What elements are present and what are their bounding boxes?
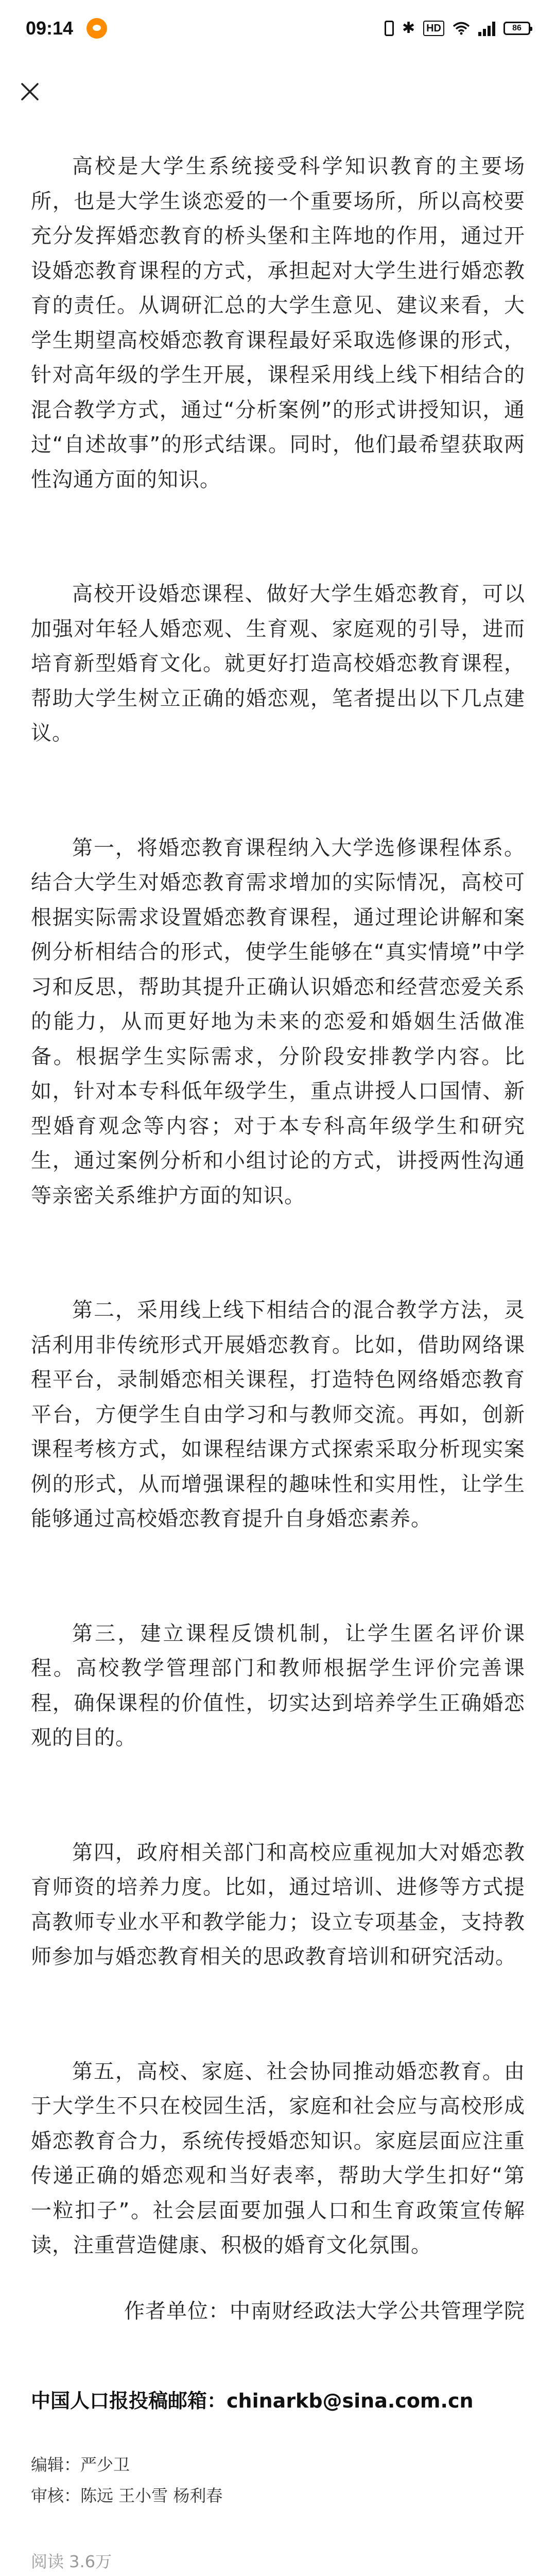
status-bar: [0, 0, 556, 57]
status-right: [385, 21, 530, 36]
battery-icon: [503, 22, 530, 35]
close-icon: [20, 81, 40, 102]
bluetooth-icon: ✱: [402, 20, 415, 37]
status-left: [26, 18, 107, 39]
reviewer-credit: 审核：陈远 王小雪 杨利春: [31, 2486, 223, 2505]
paragraph-2: 高校开设婚恋课程、做好大学生婚恋教育，可以加强对年轻人婚恋观、生育观、家庭观的引导，进而培育新型婚育文化。就更好打造高校婚恋教育课程，帮助大学生树立正确的婚恋观，笔者提出以下几点建议。: [31, 582, 525, 745]
status-time: 09:14: [26, 18, 74, 39]
wifi-icon: [453, 22, 470, 35]
paragraph-1: 高校是大学生系统接受科学知识教育的主要场所，也是大学生谈恋爱的一个重要场所，所以高校要充分发挥婚恋教育的桥头堡和主阵地的作用，通过开设婚恋教育课程的方式，承担起对大学生进行婚恋教育的责任。从调研汇总的大学生意见、建议来看，大学生期望高校婚恋教育课程最好采取选修课的形式，针对高年级的学生开展，课程采用线上线下相结合的混合教学方式，通过“分析案例”的形式讲授知识，通过“自述故事”的形式结课。同时，他们最希望获取两性沟通方面的知识。: [31, 155, 525, 492]
battery-level: 86: [512, 24, 522, 32]
read-count: 阅读 3.6万: [31, 2552, 112, 2571]
article-body: [31, 149, 525, 2574]
hd-icon: HD: [423, 21, 444, 36]
weibo-icon: [86, 18, 107, 39]
signal-icon: [478, 21, 495, 36]
editor-credit: 编辑：严少卫: [31, 2455, 130, 2475]
paragraph-3: 第一，将婚恋教育课程纳入大学选修课程体系。结合大学生对婚恋教育需求增加的实际情况，高校可根据实际需求设置婚恋教育课程，通过理论讲解和案例分析相结合的形式，使学生能够在“真实情境”中学习和反思，帮助其提升正确认识婚恋和经营恋爱关系的能力，从而更好地为未来的恋爱和婚姻生活做准备。根据学生实际需求，分阶段安排教学内容。比如，针对本专科低年级学生，重点讲授人口国情、新型婚育观念等内容；对于本专科高年级学生和研究生，通过案例分析和小组讨论的方式，讲授两性沟通等亲密关系维护方面的知识。: [31, 836, 525, 1208]
top-bar: [0, 57, 556, 134]
email-label: 中国人口报投稿邮箱：: [31, 2389, 227, 2412]
author-affiliation: 作者单位：中南财经政法大学公共管理学院: [124, 2299, 525, 2323]
paragraph-6: 第四，政府相关部门和高校应重视加大对婚恋教育师资的培养力度。比如，通过培训、进修等方式提高教师专业水平和教学能力；设立专项基金，支持教师参加与婚恋教育相关的思政教育培训和研究活动。: [31, 1840, 525, 1969]
close-button[interactable]: [14, 76, 45, 107]
paragraph-7: 第五，高校、家庭、社会协同推动婚恋教育。由于大学生不只在校园生活，家庭和社会应与高校形成婚恋教育合力，系统传授婚恋知识。家庭层面应注重传递正确的婚恋观和当好表率，帮助大学生扣好“第一粒扣子”。社会层面要加强人口和生育政策宣传解读，注重营造健康、积极的婚育文化氛围。: [31, 2059, 525, 2257]
paragraph-4: 第二，采用线上线下相结合的混合教学方法，灵活利用非传统形式开展婚恋教育。比如，借助网络课程平台，录制婚恋相关课程，打造特色网络婚恋教育平台，方便学生自由学习和与教师交流。再如，创新课程考核方式，如课程结课方式探索采取分析现实案例的形式，从而增强课程的趣味性和实用性，让学生能够通过高校婚恋教育提升自身婚恋素养。: [31, 1298, 525, 1531]
email-address[interactable]: chinarkb@sina.com.cn: [227, 2389, 474, 2412]
submission-email-line: [31, 2385, 525, 2416]
vibrate-icon: [385, 21, 394, 36]
paragraph-5: 第三，建立课程反馈机制，让学生匿名评价课程。高校教学管理部门和教师根据学生评价完善课程，确保课程的价值性，切实达到培养学生正确婚恋观的目的。: [31, 1621, 525, 1750]
